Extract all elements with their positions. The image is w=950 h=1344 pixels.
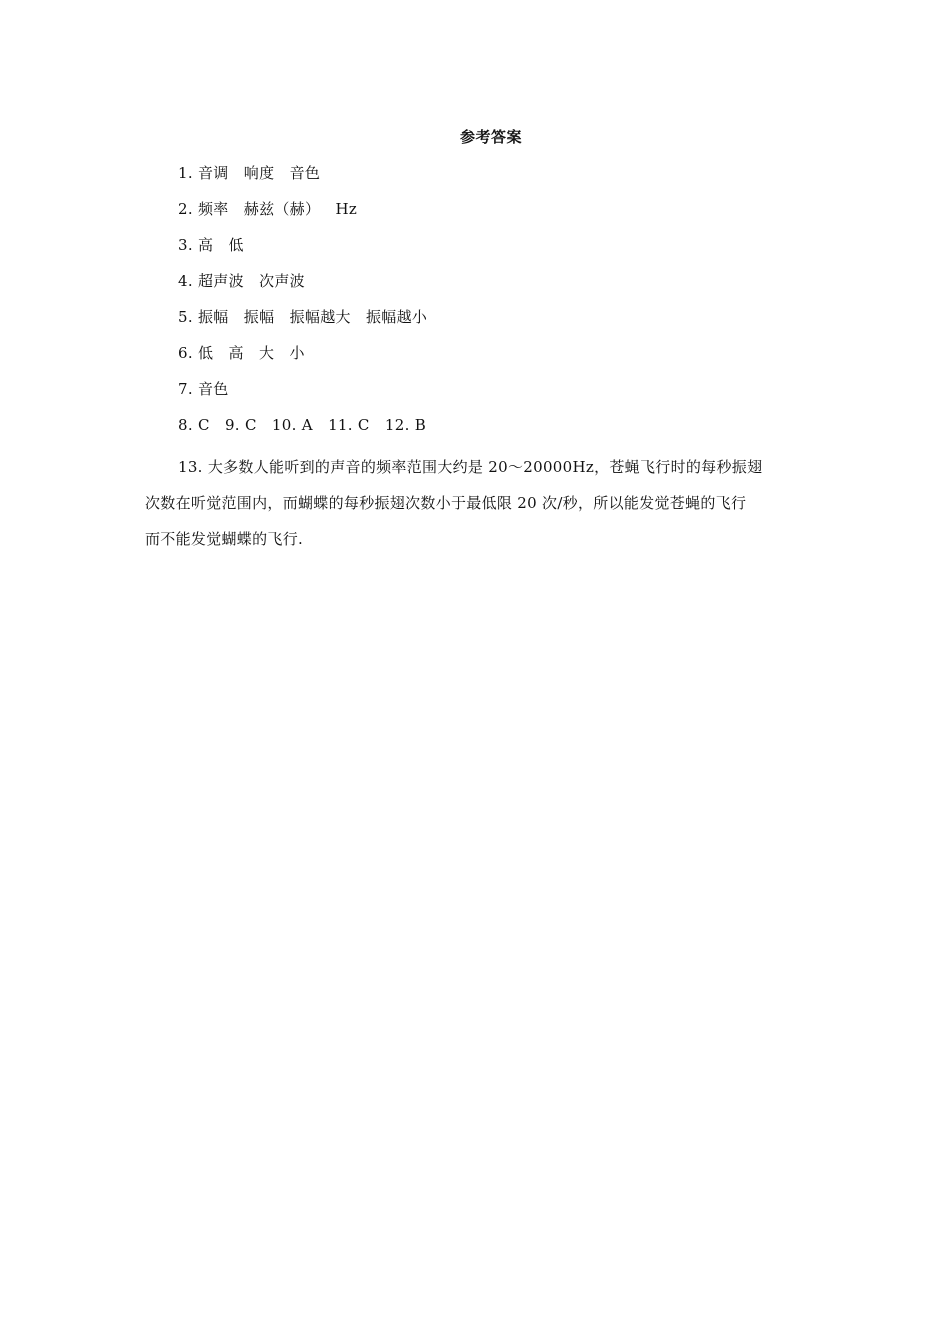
answer-item-5: 5. 振幅 振幅 振幅越大 振幅越小 bbox=[178, 308, 428, 326]
explanation-line-1: 13. 大多数人能听到的声音的频率范围大约是 20～20000Hz，苍蝇飞行时的每秒振翅 bbox=[178, 458, 763, 476]
page-title: 参考答案 bbox=[459, 128, 522, 146]
answer-item-1: 1. 音调 响度 音色 bbox=[178, 164, 321, 182]
answer-item-2: 2. 频率 赫兹（赫） Hz bbox=[178, 200, 358, 218]
answer-list bbox=[178, 162, 818, 450]
answer-13-explanation bbox=[145, 449, 813, 557]
answer-item-4: 4. 超声波 次声波 bbox=[178, 272, 305, 290]
answer-item-8-12: 8. C 9. C 10. A 11. C 12. B bbox=[178, 416, 427, 434]
answer-item-6: 6. 低 高 大 小 bbox=[178, 344, 305, 362]
answer-item-3: 3. 高 低 bbox=[178, 236, 244, 254]
answer-item-7: 7. 音色 bbox=[178, 380, 229, 398]
explanation-line-2: 次数在听觉范围内，而蝴蝶的每秒振翅次数小于最低限 20 次/秒，所以能发觉苍蝇的飞行 bbox=[145, 494, 747, 512]
explanation-line-3: 而不能发觉蝴蝶的飞行. bbox=[145, 530, 304, 548]
